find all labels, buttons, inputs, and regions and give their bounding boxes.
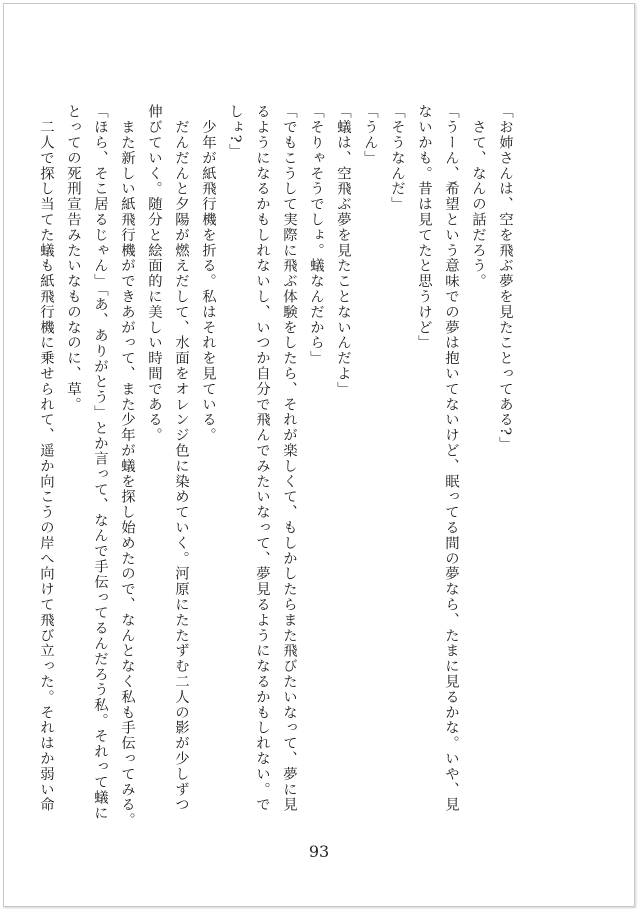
text-line: るようになるかもしれないし、いつか自分で飛んでみたいなって、夢見るようになるかもしれない。で: [254, 104, 270, 813]
text-line: 二人で探し当てた蟻も紙飛行機に乗せられて、遥か向こうの岸へ向けて飛び立った。それはか弱い命: [38, 104, 54, 813]
text-line: 「お姉さんは、空を飛ぶ夢を見たことってある?」: [497, 104, 513, 452]
text-line: 少年が紙飛行機を折る。私はそれを見ている。: [200, 104, 216, 443]
text-line: 伸びていく。随分と絵面的に美しい時間である。: [146, 104, 162, 443]
text-line: 「そりゃそうでしょ。蟻なんだから」: [308, 104, 324, 366]
book-page: [3, 3, 635, 907]
text-line: また新しい紙飛行機ができあがって、また少年が蟻を探し始めたので、なんとなく私も手伝ってみる。: [119, 104, 135, 828]
text-line: 「うーん、希望という意味での夢は抱いてないけど、眠ってる間の夢なら、たまに見るかな。いや、見: [443, 104, 459, 813]
page-number: 93: [308, 842, 330, 861]
text-line: とっての死刑宣告みたいなものなのに、草。: [65, 104, 81, 412]
text-line: 「でもこうして実際に飛ぶ体験をしたら、それが楽しくて、もしかしたらまた飛びたいなって、夢に見: [281, 104, 297, 813]
text-line: しょ?」: [227, 104, 243, 159]
vertical-text-block: [38, 104, 518, 844]
text-line: 「蟻は、空飛ぶ夢を見たことないんだよ」: [335, 104, 351, 397]
text-line: さて、なんの話だろう。: [470, 104, 486, 289]
text-line: 「そうなんだ」: [389, 104, 405, 212]
text-line: だんだんと夕陽が燃えだして、水面をオレンジ色に染めていく。河原にたたずむ二人の影が少しずつ: [173, 104, 189, 813]
text-line: 「ほら、そこ居るじゃん」「あ、ありがとう」とか言って、なんで手伝ってるんだろう私。それって蟻に: [92, 104, 108, 821]
text-line: ないかも。昔は見てたと思うけど」: [416, 104, 432, 351]
text-line: 「うん」: [362, 104, 378, 166]
